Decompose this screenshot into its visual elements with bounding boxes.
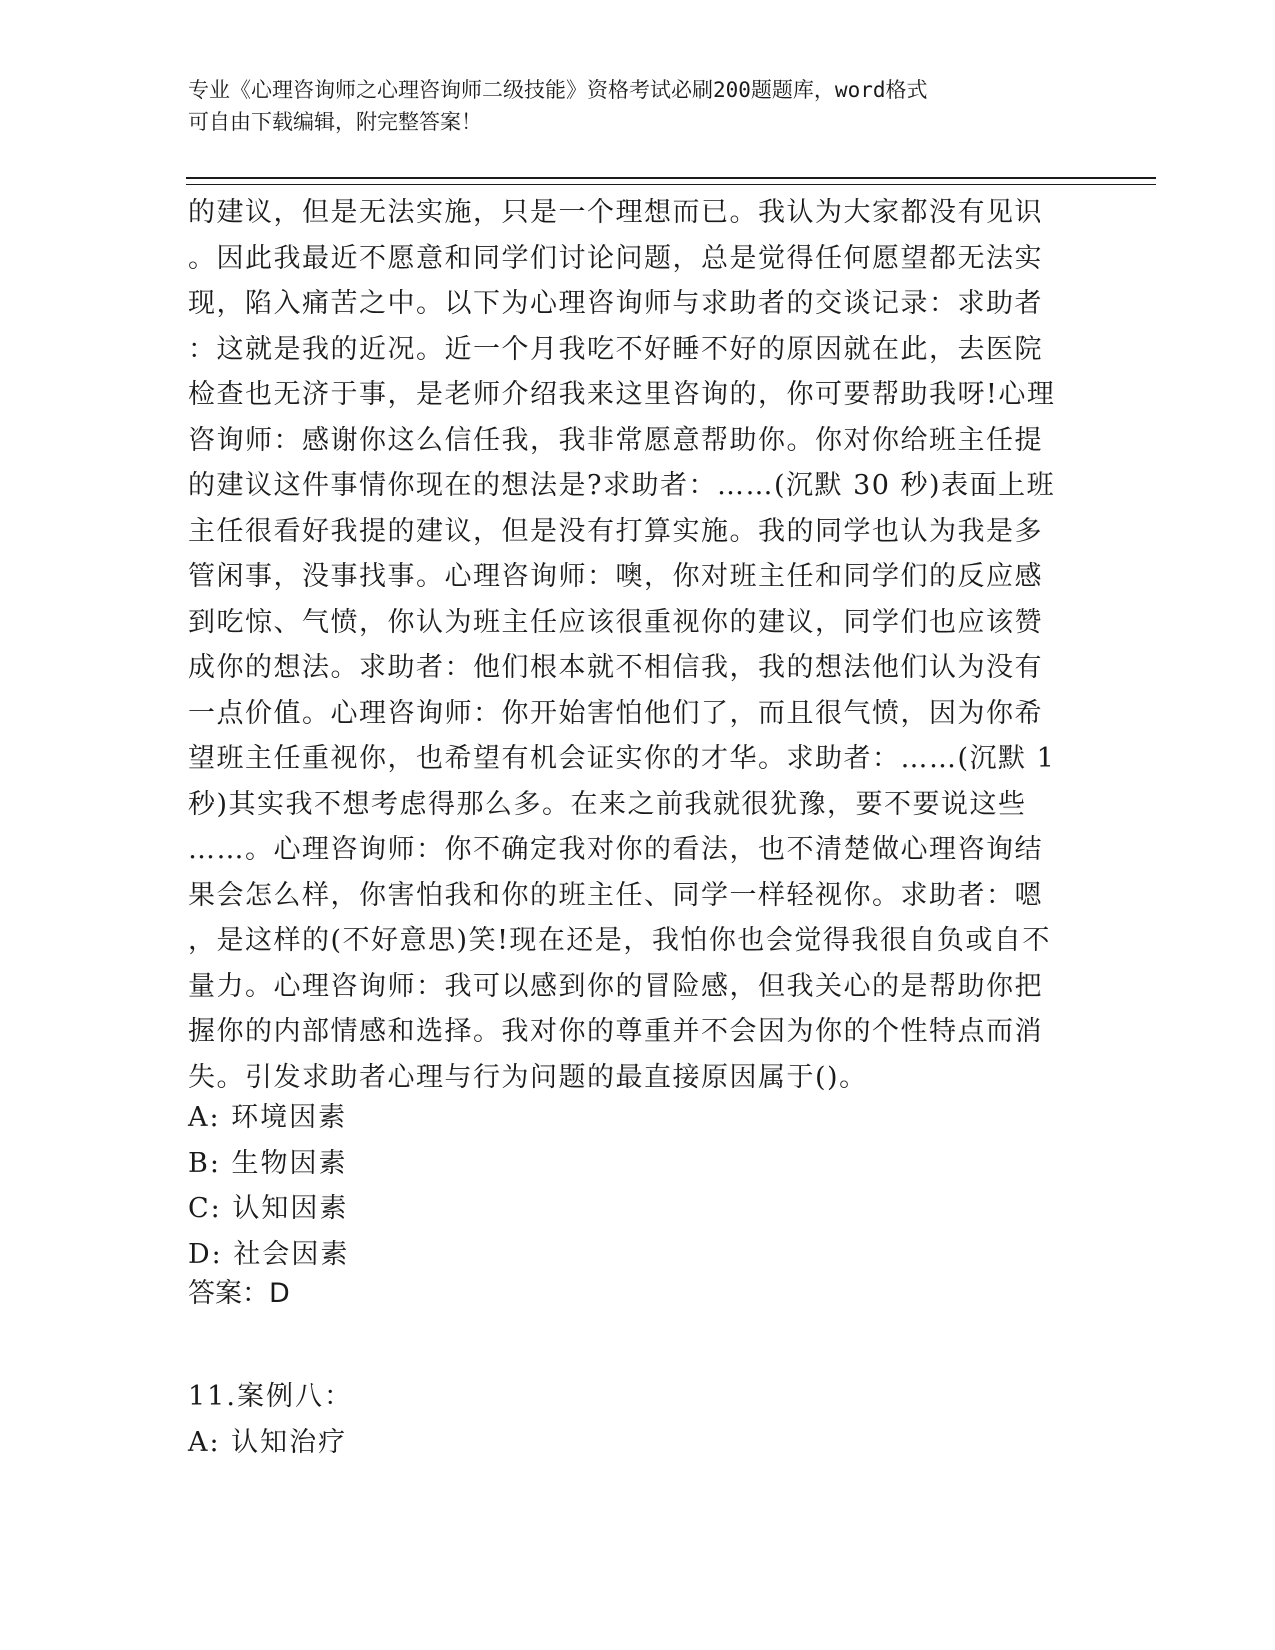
header-line-1: 专业《心理咨询师之心理咨询师二级技能》资格考试必刷200题题库，word格式 — [188, 78, 928, 102]
next-question-title: 11.案例八： — [188, 1381, 353, 1412]
passage-line: 望班主任重视你，也希望有机会证实你的才华。求助者：……(沉默 1 — [188, 743, 1056, 774]
passage-line: ，是这样的(不好意思)笑!现在还是，我怕你也会觉得我很自负或自不 — [188, 925, 1051, 956]
passage-line: 主任很看好我提的建议，但是没有打算实施。我的同学也认为我是多 — [188, 515, 1043, 547]
passage-line: 的建议，但是无法实施，只是一个理想而已。我认为大家都没有见识 — [188, 197, 1043, 228]
passage-line: 到吃惊、气愤，你认为班主任应该很重视你的建议，同学们也应该赞 — [188, 606, 1043, 638]
header-rule-thin — [186, 184, 1156, 185]
passage-line: 果会怎么样，你害怕我和你的班主任、同学一样轻视你。求助者：嗯 — [188, 879, 1043, 911]
passage-line: 。因此我最近不愿意和同学们讨论问题，总是觉得任何愿望都无法实 — [188, 242, 1043, 274]
passage-line: 秒)其实我不想考虑得那么多。在来之前我就很犹豫，要不要说这些 — [188, 788, 1027, 820]
passage-line: 一点价值。心理咨询师：你开始害怕他们了，而且很气愤，因为你希 — [188, 697, 1043, 729]
header-line-2: 可自由下载编辑，附完整答案！ — [188, 110, 482, 134]
option-d: D: 社会因素 — [188, 1238, 350, 1270]
next-question-option-a: A: 认知治疗 — [188, 1426, 348, 1458]
passage-line: 检查也无济于事，是老师介绍我来这里咨询的，你可要帮助我呀!心理 — [188, 379, 1056, 410]
passage-line: ……。心理咨询师：你不确定我对你的看法，也不清楚做心理咨询结 — [188, 834, 1043, 865]
option-c: C: 认知因素 — [188, 1193, 349, 1224]
option-a: A: 环境因素 — [188, 1102, 348, 1133]
passage-line: 握你的内部情感和选择。我对你的尊重并不会因为你的个性特点而消 — [188, 1016, 1043, 1047]
answer-options — [188, 1095, 349, 1277]
passage-line: 管闲事，没事找事。心理咨询师：噢，你对班主任和同学们的反应感 — [188, 561, 1043, 592]
option-b: B: 生物因素 — [188, 1147, 348, 1179]
page-header — [188, 74, 1088, 138]
passage-line: 的建议这件事情你现在的想法是?求助者：……(沉默 30 秒)表面上班 — [188, 470, 1056, 501]
passage-line: 成你的想法。求助者：他们根本就不相信我，我的想法他们认为没有 — [188, 652, 1043, 683]
header-rule-thick — [186, 177, 1156, 179]
passage-line: ：这就是我的近况。近一个月我吃不好睡不好的原因就在此，去医院 — [188, 333, 1043, 365]
question-passage — [188, 190, 1088, 1100]
next-question — [188, 1374, 353, 1465]
passage-line: 量力。心理咨询师：我可以感到你的冒险感，但我关心的是帮助你把 — [188, 970, 1043, 1002]
answer-key: 答案：D — [188, 1278, 290, 1309]
passage-line: 现，陷入痛苦之中。以下为心理咨询师与求助者的交谈记录：求助者 — [188, 288, 1043, 319]
passage-line: 失。引发求助者心理与行为问题的最直接原因属于()。 — [188, 1061, 868, 1093]
passage-line: 咨询师：感谢你这么信任我，我非常愿意帮助你。你对你给班主任提 — [188, 424, 1043, 456]
